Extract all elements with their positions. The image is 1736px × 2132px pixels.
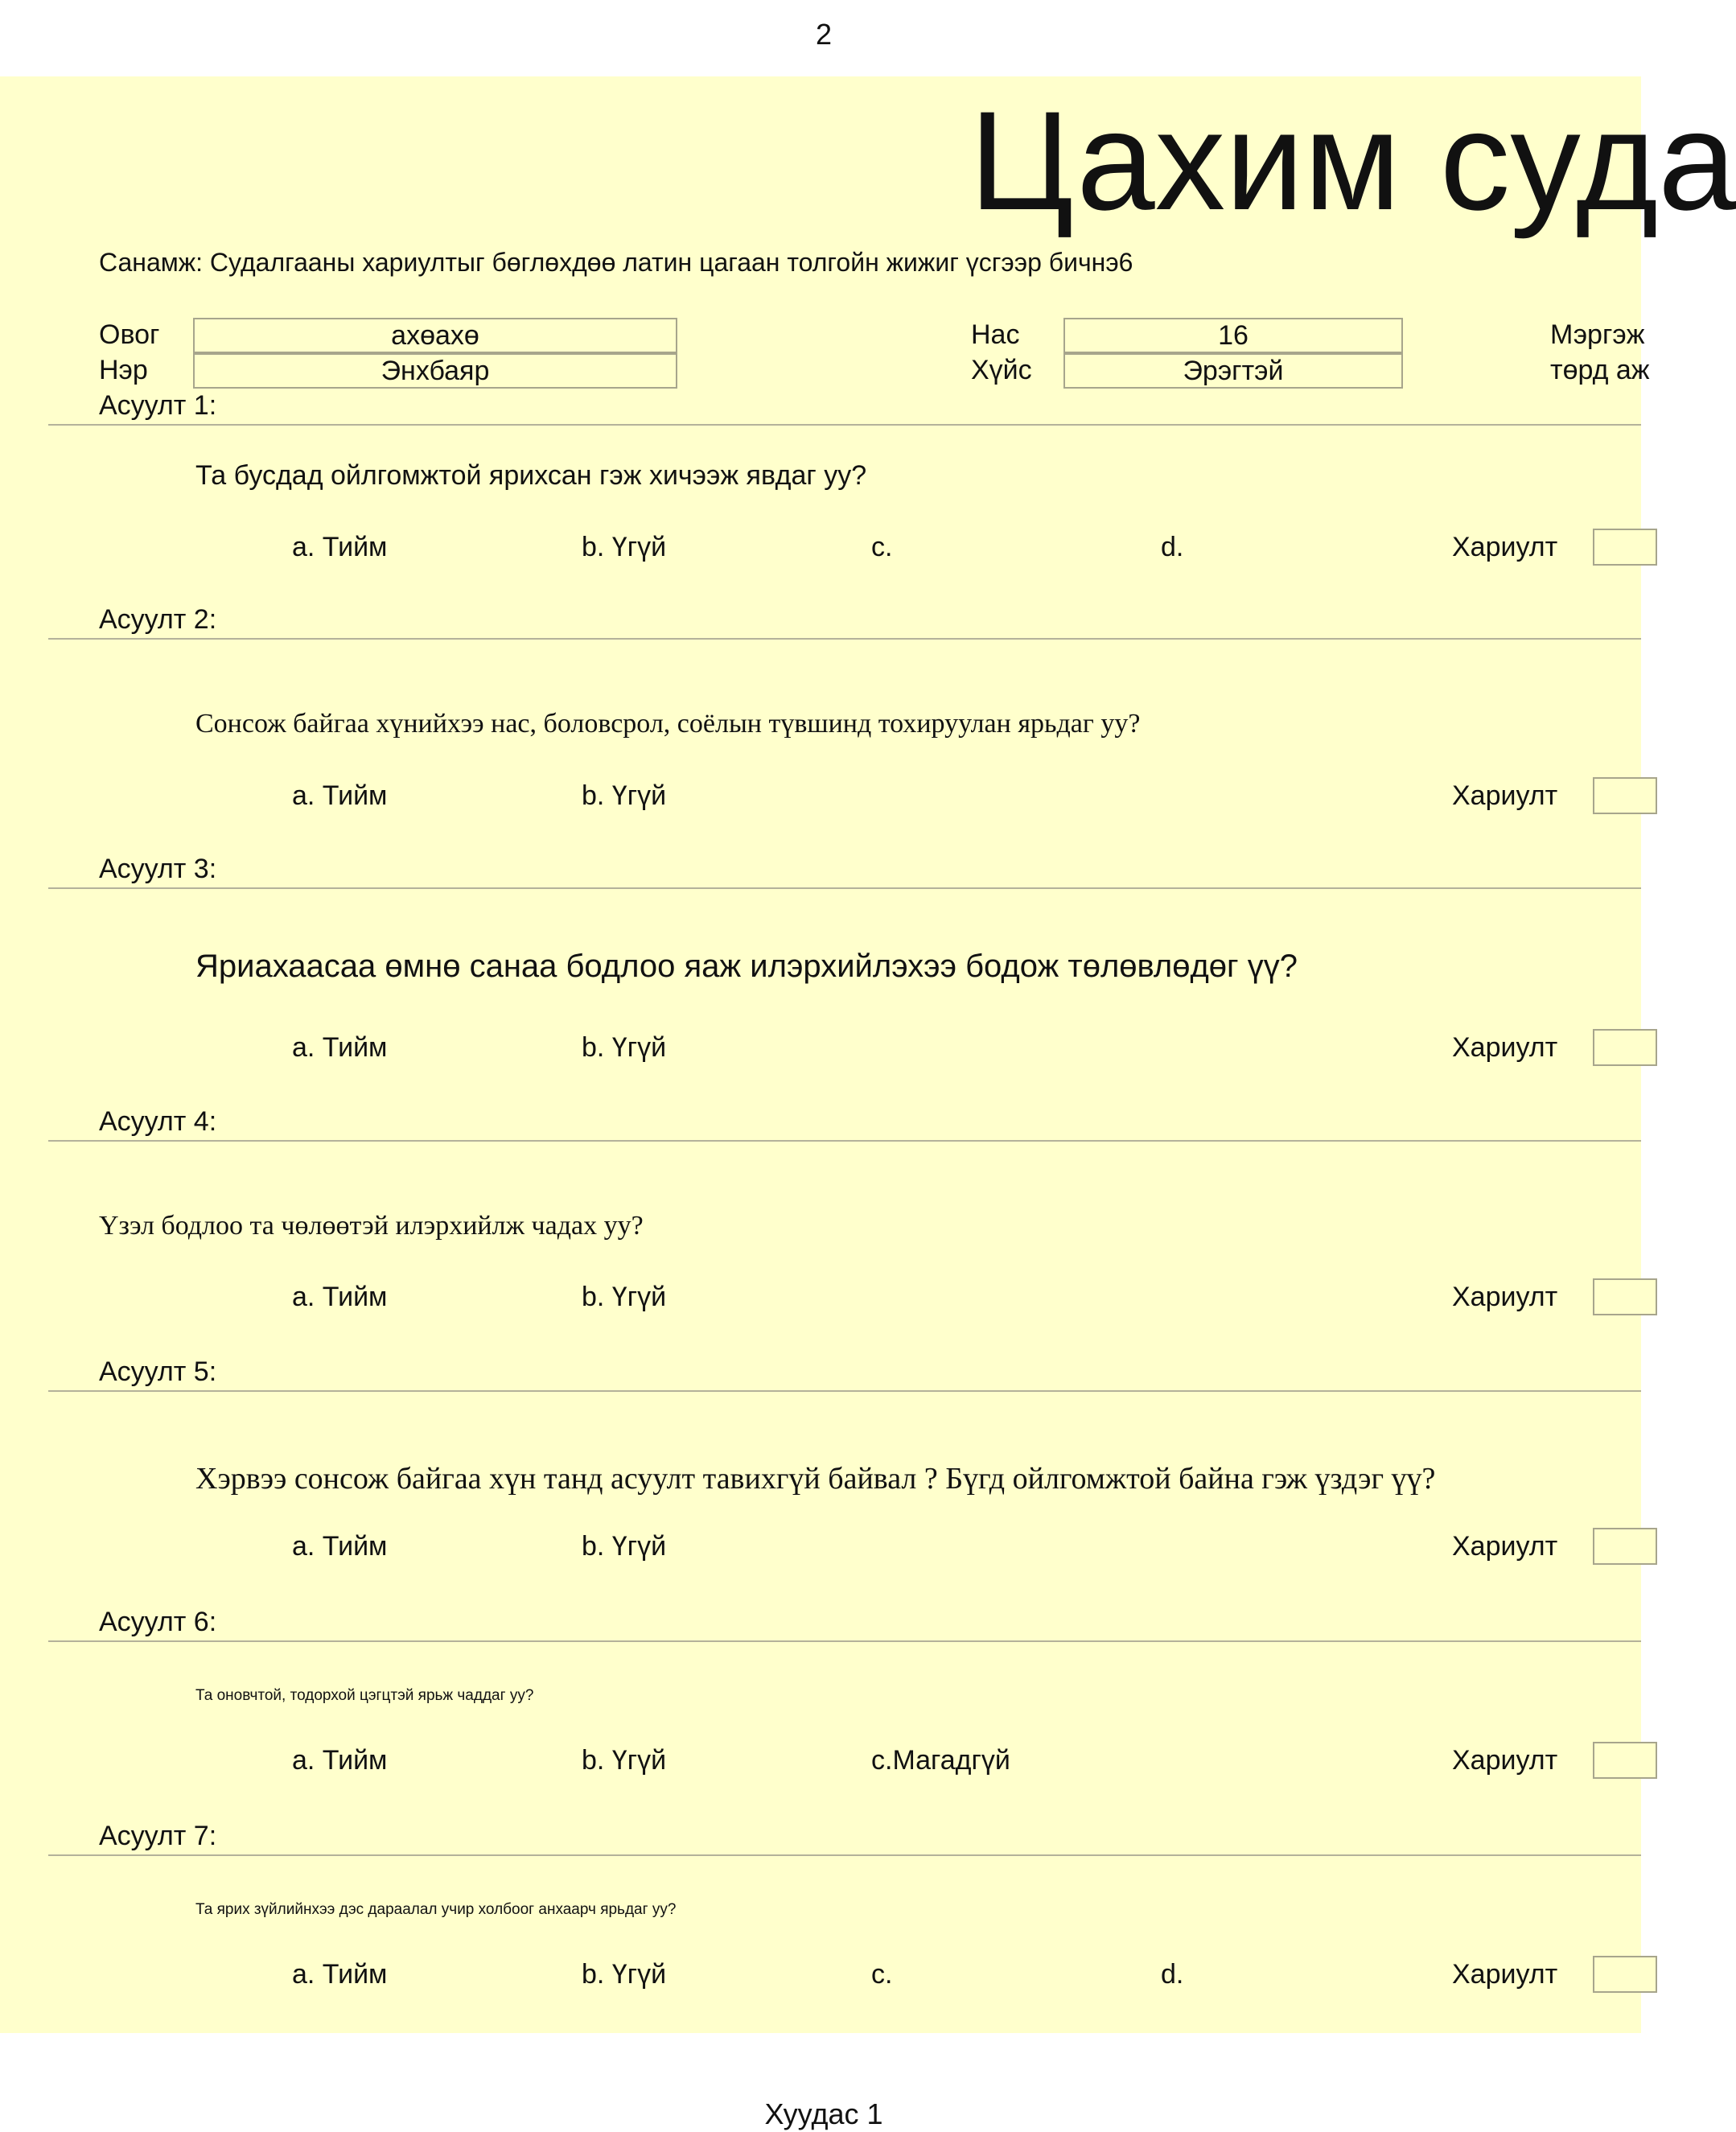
option-a[interactable]: a. Тийм <box>292 1959 388 1990</box>
page-number: 2 <box>815 18 833 51</box>
answer-label: Хариулт <box>1452 780 1558 811</box>
gender-label: Хүйс <box>971 355 1032 385</box>
question-heading: Асуулт 5: <box>99 1356 217 1387</box>
option-d[interactable]: d. <box>1161 532 1184 562</box>
answer-label: Хариулт <box>1452 532 1558 562</box>
question-heading: Асуулт 7: <box>99 1821 217 1851</box>
divider <box>48 1390 1641 1392</box>
answer-input[interactable] <box>1593 529 1657 566</box>
option-b[interactable]: b. Үгүй <box>582 532 667 562</box>
divider <box>48 1640 1641 1642</box>
page-title: Цахим суда <box>969 83 1736 240</box>
answer-label: Хариулт <box>1452 1745 1558 1776</box>
page-footer: Хуудас 1 <box>764 2097 883 2130</box>
question-text: Үзэл бодлоо та чөлөөтэй илэрхийлж чадах уу? <box>99 1211 644 1241</box>
option-c[interactable]: c. <box>871 1959 893 1990</box>
answer-input[interactable] <box>1593 1278 1657 1315</box>
answer-input[interactable] <box>1593 1956 1657 1993</box>
option-c[interactable]: c.Магадгүй <box>871 1745 1010 1776</box>
question-text: Та оновчтой, тодорхой цэгцтэй ярьж чаддаг уу? <box>195 1687 534 1704</box>
answer-label: Хариулт <box>1452 1959 1558 1990</box>
option-a[interactable]: a. Тийм <box>292 780 388 811</box>
question-text: Хэрвээ сонсож байгаа хүн танд асуулт тавихгүй байвал ? Бүгд ойлгомжтой байна гэж үздэг үү? <box>195 1462 1436 1496</box>
answer-input[interactable] <box>1593 1029 1657 1066</box>
option-a[interactable]: a. Тийм <box>292 1282 388 1312</box>
profession-label: Мэргэж <box>1550 319 1645 350</box>
answer-input[interactable] <box>1593 777 1657 814</box>
question-heading: Асуулт 2: <box>99 604 217 635</box>
last-name-label: Овог <box>99 319 160 350</box>
divider <box>48 887 1641 889</box>
question-heading: Асуулт 1: <box>99 390 217 421</box>
option-b[interactable]: b. Үгүй <box>582 1959 667 1990</box>
answer-label: Хариулт <box>1452 1531 1558 1562</box>
question-text: Та ярих зүйлийнхээ дэс дараалал учир холбоог анхаарч ярьдаг уу? <box>195 1901 677 1918</box>
age-field[interactable]: 16 <box>1063 318 1403 353</box>
answer-label: Хариулт <box>1452 1032 1558 1063</box>
option-b[interactable]: b. Үгүй <box>582 1531 667 1562</box>
option-a[interactable]: a. Тийм <box>292 532 388 562</box>
divider <box>48 1854 1641 1856</box>
gender-field[interactable]: Эрэгтэй <box>1063 353 1403 389</box>
question-text: Сонсож байгаа хүнийхээ нас, боловсрол, соёлын түвшинд тохируулан ярьдаг уу? <box>195 709 1141 739</box>
last-name-field[interactable]: ахөахө <box>193 318 677 353</box>
option-c[interactable]: c. <box>871 532 893 562</box>
question-text: Та бусдад ойлгомжтой ярихсан гэж хичээж явдаг уу? <box>195 460 867 491</box>
survey-sheet <box>0 76 1736 2033</box>
divider <box>48 638 1641 640</box>
option-b[interactable]: b. Үгүй <box>582 780 667 811</box>
first-name-field[interactable]: Энхбаяр <box>193 353 677 389</box>
workplace-label: төрд аж <box>1550 355 1650 385</box>
option-a[interactable]: a. Тийм <box>292 1531 388 1562</box>
option-b[interactable]: b. Үгүй <box>582 1032 667 1063</box>
question-text: Яриахаасаа өмнө санаа бодлоо яаж илэрхийлэхээ бодож төлөвлөдөг үү? <box>195 949 1298 984</box>
answer-label: Хариулт <box>1452 1282 1558 1312</box>
question-heading: Асуулт 6: <box>99 1607 217 1637</box>
option-b[interactable]: b. Үгүй <box>582 1745 667 1776</box>
divider <box>48 424 1641 426</box>
first-name-label: Нэр <box>99 355 148 385</box>
option-b[interactable]: b. Үгүй <box>582 1282 667 1312</box>
option-a[interactable]: a. Тийм <box>292 1032 388 1063</box>
option-d[interactable]: d. <box>1161 1959 1184 1990</box>
divider <box>48 1140 1641 1142</box>
age-label: Нас <box>971 319 1020 350</box>
question-heading: Асуулт 3: <box>99 854 217 884</box>
answer-input[interactable] <box>1593 1742 1657 1779</box>
question-heading: Асуулт 4: <box>99 1106 217 1137</box>
instruction-note: Санамж: Судалгааны хариултыг бөглөхдөө латин цагаан толгойн жижиг үсгээр бичнэ6 <box>99 248 1133 277</box>
answer-input[interactable] <box>1593 1528 1657 1565</box>
option-a[interactable]: a. Тийм <box>292 1745 388 1776</box>
